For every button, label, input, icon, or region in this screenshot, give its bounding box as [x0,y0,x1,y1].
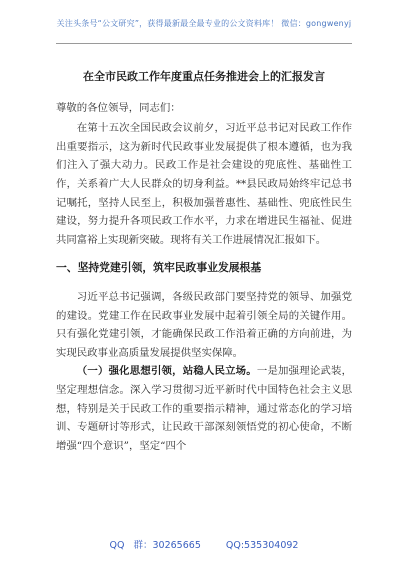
header-banner: 关注头条号“公文研究”，获得最新最全最专业的公文资料库！ 微信：gongwenyj [56,19,352,28]
paragraph-ideological-guidance [56,362,352,455]
section-heading-1: 一、坚持党建引领，筑牢民政事业发展根基 [56,261,262,275]
document-body [56,58,352,455]
footer-contact [0,537,408,551]
subsection-heading-1: （一）强化思想引领，站稳人民立场。 [76,365,257,378]
subsection-body-1: 一是加强理论武装，坚定理想信念。深入学习贯彻习近平新时代中国特色社会主义思想，特别是关于民政工作的重要指示精神，通过常态化的学习培训、专题研讨等形式，让民政干部深刻领悟党的初心使命，不断增强“四个意识”，坚定“四个 [56,365,353,452]
paragraph-party-building: 习近平总书记强调，各级民政部门要坚持党的领导、加强党的建设。党建工作在民政事业发展中起着引领全局的关键作用。只有强化党建引领，才能确保民政工作沿着正确的方向前进，为实现民政事业高质量发展提供坚实保障。 [56,290,352,359]
footer-qq-group: QQ 群：30265665 [109,540,201,551]
paragraph-intro: 在第十五次全国民政会议前夕，习近平总书记对民政工作作出重要指示，这为新时代民政事业发展提供了根本遵循，也为我们注入了强大动力。民政工作是社会建设的兜底性、基础性工作，关系着广大人民群众的切身利益。**县民政局始终牢记总书记嘱托，坚持人民至上，积极加强普惠性、基础性、兜底性民生建设，努力提升各项民政工作水平，力求在增进民生福祉、促进共同富裕上实现新突破。现将有关工作进展情况汇报如下。 [56,122,352,246]
salutation: 尊敬的各位领导，同志们： [56,101,181,114]
document-title: 在全市民政工作年度重点任务推进会上的汇报发言 [83,70,325,83]
footer-qq-number: QQ:535304092 [225,540,299,551]
header-divider [56,43,352,44]
